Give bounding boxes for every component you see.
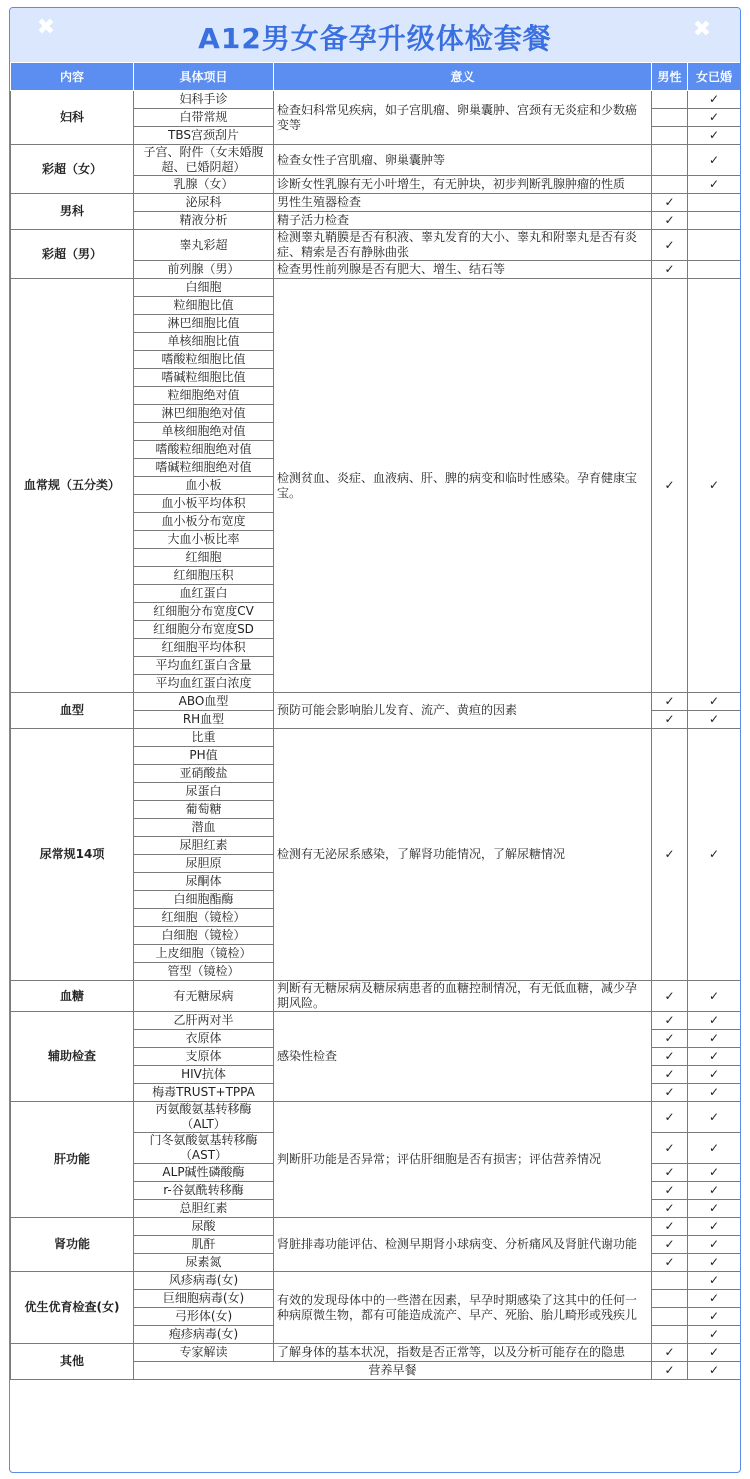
male-check-cell: [652, 1290, 688, 1308]
item-cell: 尿酮体: [134, 873, 274, 891]
item-cell: 前列腺（男）: [134, 261, 274, 279]
female-check-cell: ✓: [688, 1084, 741, 1102]
category-cell: 尿常规14项: [11, 729, 134, 981]
item-cell: 白带常规: [134, 109, 274, 127]
item-cell: 大血小板比率: [134, 531, 274, 549]
male-check-cell: ✓: [652, 1200, 688, 1218]
male-check-cell: ✓: [652, 729, 688, 981]
table-row: [11, 1344, 741, 1362]
male-check-cell: ✓: [652, 1102, 688, 1133]
item-cell: r-谷氨酰转移酶: [134, 1182, 274, 1200]
male-check-cell: ✓: [652, 1164, 688, 1182]
item-cell: 巨细胞病毒(女): [134, 1290, 274, 1308]
item-cell: 妇科手诊: [134, 91, 274, 109]
meaning-cell: 有效的发现母体中的一些潜在因素，早孕时期感染了这其中的任何一种病原微生物，都有可能造成流产、早产、死胎、胎儿畸形或残疾儿: [274, 1272, 652, 1344]
item-cell: 尿酸: [134, 1218, 274, 1236]
meaning-cell: 预防可能会影响胎儿发育、流产、黄疸的因素: [274, 693, 652, 729]
item-cell: HIV抗体: [134, 1066, 274, 1084]
close-icon[interactable]: ✖: [36, 15, 56, 40]
close-icon[interactable]: ✖: [692, 17, 712, 42]
item-cell: 嗜碱粒细胞比值: [134, 369, 274, 387]
female-check-cell: ✓: [688, 1326, 741, 1344]
table-row: [11, 194, 741, 212]
item-cell: 尿胆原: [134, 855, 274, 873]
male-check-cell: ✓: [652, 279, 688, 693]
meaning-cell: 检查妇科常见疾病，如子宫肌瘤、卵巢囊肿、宫颈有无炎症和少数癌变等: [274, 91, 652, 145]
male-check-cell: ✓: [652, 981, 688, 1012]
item-cell: 淋巴细胞绝对值: [134, 405, 274, 423]
item-cell: 嗜碱粒细胞绝对值: [134, 459, 274, 477]
meaning-cell: 男性生殖器检查: [274, 194, 652, 212]
category-cell: 血型: [11, 693, 134, 729]
item-cell: 血小板分布宽度: [134, 513, 274, 531]
item-cell: 疱疹病毒(女): [134, 1326, 274, 1344]
item-cell: 嗜酸粒细胞比值: [134, 351, 274, 369]
item-cell: 尿胆红素: [134, 837, 274, 855]
item-cell: 亚硝酸盐: [134, 765, 274, 783]
item-cell: 白细胞酯酶: [134, 891, 274, 909]
table-row: [11, 729, 741, 747]
item-cell: 红细胞分布宽度CV: [134, 603, 274, 621]
meaning-cell: 精子活力检查: [274, 212, 652, 230]
male-check-cell: ✓: [652, 1030, 688, 1048]
item-cell: 白细胞: [134, 279, 274, 297]
female-check-cell: [688, 194, 741, 212]
female-check-cell: ✓: [688, 729, 741, 981]
female-check-cell: ✓: [688, 1362, 741, 1380]
item-cell: 血小板: [134, 477, 274, 495]
meaning-cell: 检测有无泌尿系感染，了解肾功能情况，了解尿糖情况: [274, 729, 652, 981]
category-cell: 彩超（女）: [11, 145, 134, 194]
item-cell: 血小板平均体积: [134, 495, 274, 513]
male-check-cell: [652, 1326, 688, 1344]
male-check-cell: ✓: [652, 1344, 688, 1362]
meaning-cell: 检测贫血、炎症、血液病、肝、脾的病变和临时性感染。孕育健康宝宝。: [274, 279, 652, 693]
female-check-cell: ✓: [688, 91, 741, 109]
item-cell: PH值: [134, 747, 274, 765]
item-cell: ABO血型: [134, 693, 274, 711]
male-check-cell: ✓: [652, 1254, 688, 1272]
category-cell: 血常规（五分类）: [11, 279, 134, 693]
category-cell: 男科: [11, 194, 134, 230]
female-check-cell: ✓: [688, 127, 741, 145]
header-meaning: 意义: [274, 63, 652, 91]
package-card: [9, 7, 741, 1473]
item-cell: 比重: [134, 729, 274, 747]
header-female-married: 女已婚: [688, 63, 741, 91]
page-title: A12男女备孕升级体检套餐: [198, 22, 552, 55]
item-cell: 专家解读: [134, 1344, 274, 1362]
male-check-cell: ✓: [652, 261, 688, 279]
female-check-cell: ✓: [688, 1048, 741, 1066]
male-check-cell: ✓: [652, 693, 688, 711]
table-row: [11, 91, 741, 109]
female-check-cell: ✓: [688, 1182, 741, 1200]
item-cell: 尿素氮: [134, 1254, 274, 1272]
table-row: [11, 279, 741, 297]
item-cell: 泌尿科: [134, 194, 274, 212]
item-cell: 红细胞压积: [134, 567, 274, 585]
table-row: [11, 230, 741, 261]
category-cell: 肾功能: [11, 1218, 134, 1272]
item-cell: 子宫、附件（女未婚腹超、已婚阴超）: [134, 145, 274, 176]
item-cell: 弓形体(女): [134, 1308, 274, 1326]
category-cell: 妇科: [11, 91, 134, 145]
item-cell: 风疹病毒(女): [134, 1272, 274, 1290]
male-check-cell: [652, 1308, 688, 1326]
male-check-cell: ✓: [652, 194, 688, 212]
checkup-table: [10, 62, 741, 1380]
item-cell: 白细胞（镜检）: [134, 927, 274, 945]
category-cell: 血糖: [11, 981, 134, 1012]
item-cell: 单核细胞比值: [134, 333, 274, 351]
meaning-cell: 检测睾丸鞘膜是否有积液、睾丸发育的大小、睾丸和附睾丸是否有炎症、精索是否有静脉曲张: [274, 230, 652, 261]
male-check-cell: [652, 145, 688, 176]
header-content: 内容: [11, 63, 134, 91]
female-check-cell: ✓: [688, 145, 741, 176]
female-check-cell: ✓: [688, 1200, 741, 1218]
table-row: [11, 693, 741, 711]
item-cell: 红细胞: [134, 549, 274, 567]
meaning-cell: 了解身体的基本状况，指数是否正常等，以及分析可能存在的隐患: [274, 1344, 652, 1362]
female-check-cell: ✓: [688, 109, 741, 127]
item-cell: 红细胞（镜检）: [134, 909, 274, 927]
item-cell: 营养早餐: [134, 1362, 652, 1380]
item-cell: 门冬氨酸氨基转移酶（AST）: [134, 1133, 274, 1164]
item-cell: 有无糖尿病: [134, 981, 274, 1012]
item-cell: 睾丸彩超: [134, 230, 274, 261]
item-cell: 红细胞分布宽度SD: [134, 621, 274, 639]
female-check-cell: ✓: [688, 1218, 741, 1236]
item-cell: 乙肝两对半: [134, 1012, 274, 1030]
category-cell: 其他: [11, 1344, 134, 1380]
female-check-cell: ✓: [688, 1344, 741, 1362]
female-check-cell: ✓: [688, 981, 741, 1012]
meaning-cell: 肾脏排毒功能评估、检测早期肾小球病变、分析痛风及肾脏代谢功能: [274, 1218, 652, 1272]
item-cell: 丙氨酸氨基转移酶（ALT）: [134, 1102, 274, 1133]
table-row: [11, 1272, 741, 1290]
male-check-cell: ✓: [652, 230, 688, 261]
male-check-cell: ✓: [652, 1133, 688, 1164]
category-cell: 优生优育检查(女): [11, 1272, 134, 1344]
male-check-cell: ✓: [652, 1084, 688, 1102]
female-check-cell: ✓: [688, 1133, 741, 1164]
item-cell: 平均血红蛋白浓度: [134, 675, 274, 693]
item-cell: 单核细胞绝对值: [134, 423, 274, 441]
male-check-cell: [652, 127, 688, 145]
item-cell: 上皮细胞（镜检）: [134, 945, 274, 963]
item-cell: 粒细胞绝对值: [134, 387, 274, 405]
meaning-cell: 感染性检查: [274, 1012, 652, 1102]
male-check-cell: [652, 1272, 688, 1290]
item-cell: 衣原体: [134, 1030, 274, 1048]
item-cell: 平均血红蛋白含量: [134, 657, 274, 675]
female-check-cell: [688, 212, 741, 230]
male-check-cell: ✓: [652, 1362, 688, 1380]
female-check-cell: ✓: [688, 279, 741, 693]
item-cell: 淋巴细胞比值: [134, 315, 274, 333]
male-check-cell: ✓: [652, 212, 688, 230]
item-cell: 支原体: [134, 1048, 274, 1066]
item-cell: 梅毒TRUST+TPPA: [134, 1084, 274, 1102]
male-check-cell: ✓: [652, 1236, 688, 1254]
table-row: [11, 1012, 741, 1030]
meaning-cell: 判断有无糖尿病及糖尿病患者的血糖控制情况，有无低血糖，减少孕期风险。: [274, 981, 652, 1012]
female-check-cell: [688, 261, 741, 279]
male-check-cell: ✓: [652, 1012, 688, 1030]
table-row: [11, 981, 741, 1012]
item-cell: 葡萄糖: [134, 801, 274, 819]
table-header-row: [11, 63, 741, 91]
item-cell: 嗜酸粒细胞绝对值: [134, 441, 274, 459]
meaning-cell: 诊断女性乳腺有无小叶增生，有无肿块，初步判断乳腺肿瘤的性质: [274, 176, 652, 194]
female-check-cell: ✓: [688, 1102, 741, 1133]
male-check-cell: ✓: [652, 1182, 688, 1200]
female-check-cell: ✓: [688, 711, 741, 729]
female-check-cell: ✓: [688, 176, 741, 194]
item-cell: 潜血: [134, 819, 274, 837]
male-check-cell: [652, 109, 688, 127]
title-bar: [10, 8, 740, 62]
item-cell: 管型（镜检）: [134, 963, 274, 981]
item-cell: TBS宫颈刮片: [134, 127, 274, 145]
female-check-cell: ✓: [688, 1254, 741, 1272]
male-check-cell: ✓: [652, 711, 688, 729]
male-check-cell: ✓: [652, 1066, 688, 1084]
header-items: 具体项目: [134, 63, 274, 91]
category-cell: 肝功能: [11, 1102, 134, 1218]
male-check-cell: [652, 91, 688, 109]
item-cell: 肌酐: [134, 1236, 274, 1254]
table-row: [11, 145, 741, 176]
item-cell: 粒细胞比值: [134, 297, 274, 315]
female-check-cell: ✓: [688, 1012, 741, 1030]
male-check-cell: ✓: [652, 1218, 688, 1236]
item-cell: 血红蛋白: [134, 585, 274, 603]
item-cell: 精液分析: [134, 212, 274, 230]
table-row: [11, 1218, 741, 1236]
category-cell: 辅助检查: [11, 1012, 134, 1102]
meaning-cell: 判断肝功能是否异常；评估肝细胞是否有损害；评估营养情况: [274, 1102, 652, 1218]
item-cell: 总胆红素: [134, 1200, 274, 1218]
male-check-cell: ✓: [652, 1048, 688, 1066]
table-row: [11, 1102, 741, 1133]
item-cell: 乳腺（女）: [134, 176, 274, 194]
female-check-cell: ✓: [688, 1236, 741, 1254]
female-check-cell: ✓: [688, 1164, 741, 1182]
female-check-cell: ✓: [688, 1066, 741, 1084]
category-cell: 彩超（男）: [11, 230, 134, 279]
female-check-cell: [688, 230, 741, 261]
female-check-cell: ✓: [688, 693, 741, 711]
female-check-cell: ✓: [688, 1272, 741, 1290]
meaning-cell: 检查女性子宫肌瘤、卵巢囊肿等: [274, 145, 652, 176]
item-cell: 尿蛋白: [134, 783, 274, 801]
female-check-cell: ✓: [688, 1030, 741, 1048]
male-check-cell: [652, 176, 688, 194]
meaning-cell: 检查男性前列腺是否有肥大、增生、结石等: [274, 261, 652, 279]
female-check-cell: ✓: [688, 1290, 741, 1308]
item-cell: RH血型: [134, 711, 274, 729]
item-cell: ALP碱性磷酸酶: [134, 1164, 274, 1182]
item-cell: 红细胞平均体积: [134, 639, 274, 657]
female-check-cell: ✓: [688, 1308, 741, 1326]
header-male: 男性: [652, 63, 688, 91]
